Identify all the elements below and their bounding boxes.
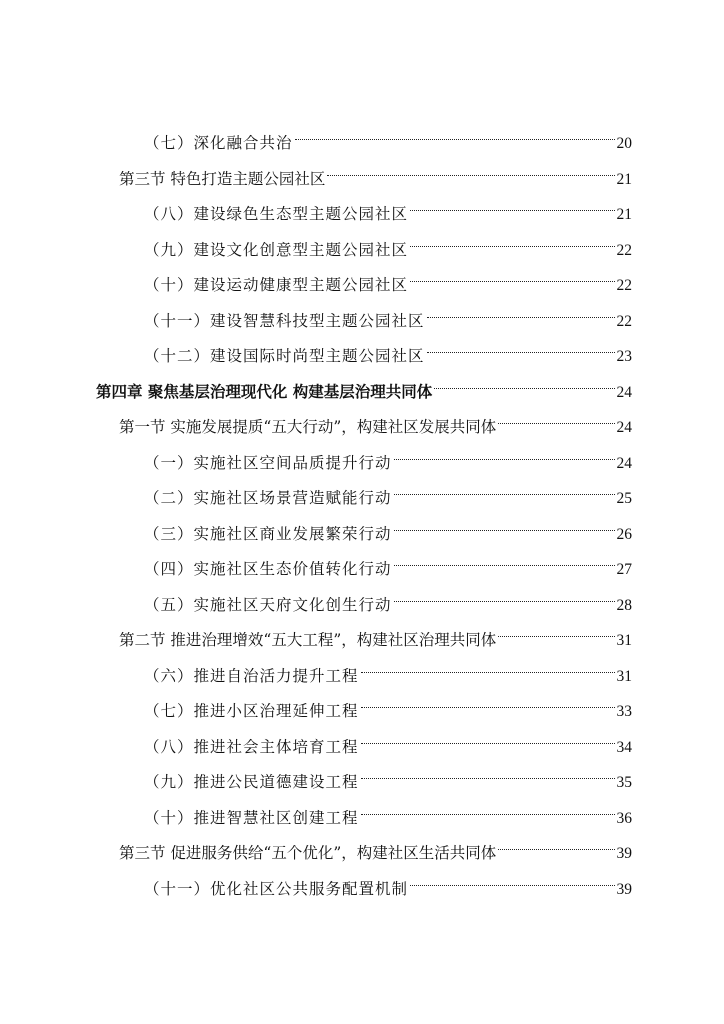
toc-entry-title: （十）推进智慧社区创建工程 xyxy=(144,808,359,827)
toc-dot-leader xyxy=(394,440,615,468)
toc-entry-title: （十）建设运动健康型主题公园社区 xyxy=(144,276,409,294)
toc-entry[interactable] xyxy=(144,475,632,507)
toc-page-number: 24 xyxy=(616,383,632,401)
toc-entry-title: （七）推进小区治理延伸工程 xyxy=(144,702,359,720)
toc-page-number: 34 xyxy=(616,738,632,756)
toc-entry[interactable] xyxy=(144,120,632,152)
toc-entry[interactable] xyxy=(144,724,632,756)
toc-entry[interactable] xyxy=(144,546,632,578)
toc-page-number: 28 xyxy=(616,596,632,614)
toc-dot-leader xyxy=(410,262,614,290)
toc-entry[interactable] xyxy=(144,795,632,827)
toc-entry[interactable] xyxy=(96,369,632,401)
toc-entry-title: （十二）建设国际时尚型主题公园社区 xyxy=(144,347,425,365)
toc-dot-leader xyxy=(394,511,615,539)
toc-entry-title: （八）建设绿色生态型主题公园社区 xyxy=(144,205,409,223)
toc-page-number: 31 xyxy=(616,667,632,685)
toc-entry[interactable] xyxy=(144,298,632,330)
toc-entry-title: （四）实施社区生态价值转化行动 xyxy=(144,560,392,578)
toc-dot-leader xyxy=(361,688,615,716)
toc-page-number: 31 xyxy=(616,632,632,649)
toc-dot-leader xyxy=(427,333,615,361)
toc-entry[interactable] xyxy=(119,156,632,188)
toc-dot-leader xyxy=(394,475,615,503)
toc-entry[interactable] xyxy=(119,617,632,649)
toc-page-number: 25 xyxy=(616,490,632,507)
toc-entry-title: （十一）优化社区公共服务配置机制 xyxy=(144,879,409,898)
toc-entry-title: （八）推进社会主体培育工程 xyxy=(144,737,359,756)
toc-page-number: 24 xyxy=(616,419,632,436)
toc-page-number: 39 xyxy=(616,880,632,898)
toc-entry-title: 第三节 特色打造主题公园社区 xyxy=(119,169,326,188)
toc-entry[interactable] xyxy=(144,688,632,720)
toc-entry[interactable] xyxy=(144,511,632,543)
toc-entry-title: 第二节 推进治理增效“五大工程”，构建社区治理共同体 xyxy=(119,631,497,649)
toc-page-number: 24 xyxy=(616,454,632,472)
toc-entry[interactable] xyxy=(144,582,632,614)
toc-page-number: 20 xyxy=(616,135,632,152)
toc-entry-title: （十一）建设智慧科技型主题公园社区 xyxy=(144,311,425,330)
toc-entry[interactable] xyxy=(144,227,632,259)
toc-dot-leader xyxy=(361,724,615,752)
toc-page-number: 35 xyxy=(616,774,632,791)
toc-dot-leader xyxy=(498,404,614,432)
toc-dot-leader xyxy=(361,759,615,787)
toc-entry[interactable] xyxy=(144,866,632,898)
toc-dot-leader xyxy=(410,191,614,219)
toc-entry[interactable] xyxy=(144,440,632,472)
toc-dot-leader xyxy=(427,298,615,326)
toc-entry[interactable] xyxy=(144,759,632,791)
toc-dot-leader xyxy=(394,582,615,610)
toc-entry[interactable] xyxy=(144,191,632,223)
toc-entry-title: （一）实施社区空间品质提升行动 xyxy=(144,453,392,472)
toc-dot-leader xyxy=(498,830,614,858)
toc-dot-leader xyxy=(295,120,615,148)
toc-page-number: 26 xyxy=(616,525,632,543)
toc-dot-leader xyxy=(361,795,615,823)
toc-entry-title: 第三节 促进服务供给“五个优化”，构建社区生活共同体 xyxy=(119,844,497,862)
toc-dot-leader xyxy=(410,866,614,894)
toc-entry[interactable] xyxy=(144,333,632,365)
toc-dot-leader xyxy=(361,653,615,681)
toc-entry-title: （三）实施社区商业发展繁荣行动 xyxy=(144,524,392,543)
toc-entry-title: 第四章 聚焦基层治理现代化 构建基层治理共同体 xyxy=(96,382,433,401)
toc-entry[interactable] xyxy=(119,404,632,436)
toc-entry-title: （七）深化融合共治 xyxy=(144,134,293,152)
toc-dot-leader xyxy=(410,227,614,255)
toc-entry-title: （九）推进公民道德建设工程 xyxy=(144,773,359,791)
toc-page-number: 21 xyxy=(616,206,632,223)
toc-page-number: 33 xyxy=(616,703,632,720)
toc-entry-title: （五）实施社区天府文化创生行动 xyxy=(144,595,392,614)
toc-page-number: 36 xyxy=(616,809,632,827)
toc-entry[interactable] xyxy=(144,262,632,294)
toc-page-number: 23 xyxy=(616,348,632,365)
toc-entry-title: 第一节 实施发展提质“五大行动”，构建社区发展共同体 xyxy=(119,418,497,436)
toc-page-number: 39 xyxy=(616,845,632,862)
toc-dot-leader xyxy=(394,546,615,574)
toc-entry[interactable] xyxy=(119,830,632,862)
toc-page-number: 22 xyxy=(616,277,632,294)
toc-page-number: 21 xyxy=(616,170,632,188)
toc-entry-title: （九）建设文化创意型主题公园社区 xyxy=(144,240,409,259)
toc-page-number: 27 xyxy=(616,561,632,578)
toc-dot-leader xyxy=(498,617,614,645)
toc-dot-leader xyxy=(434,369,614,397)
toc-entry-title: （六）推进自治活力提升工程 xyxy=(144,666,359,685)
toc-dot-leader xyxy=(327,156,614,184)
toc-entry[interactable] xyxy=(144,653,632,685)
toc-page-number: 22 xyxy=(616,312,632,330)
toc-entry-title: （二）实施社区场景营造赋能行动 xyxy=(144,489,392,507)
toc-page-number: 22 xyxy=(616,241,632,259)
